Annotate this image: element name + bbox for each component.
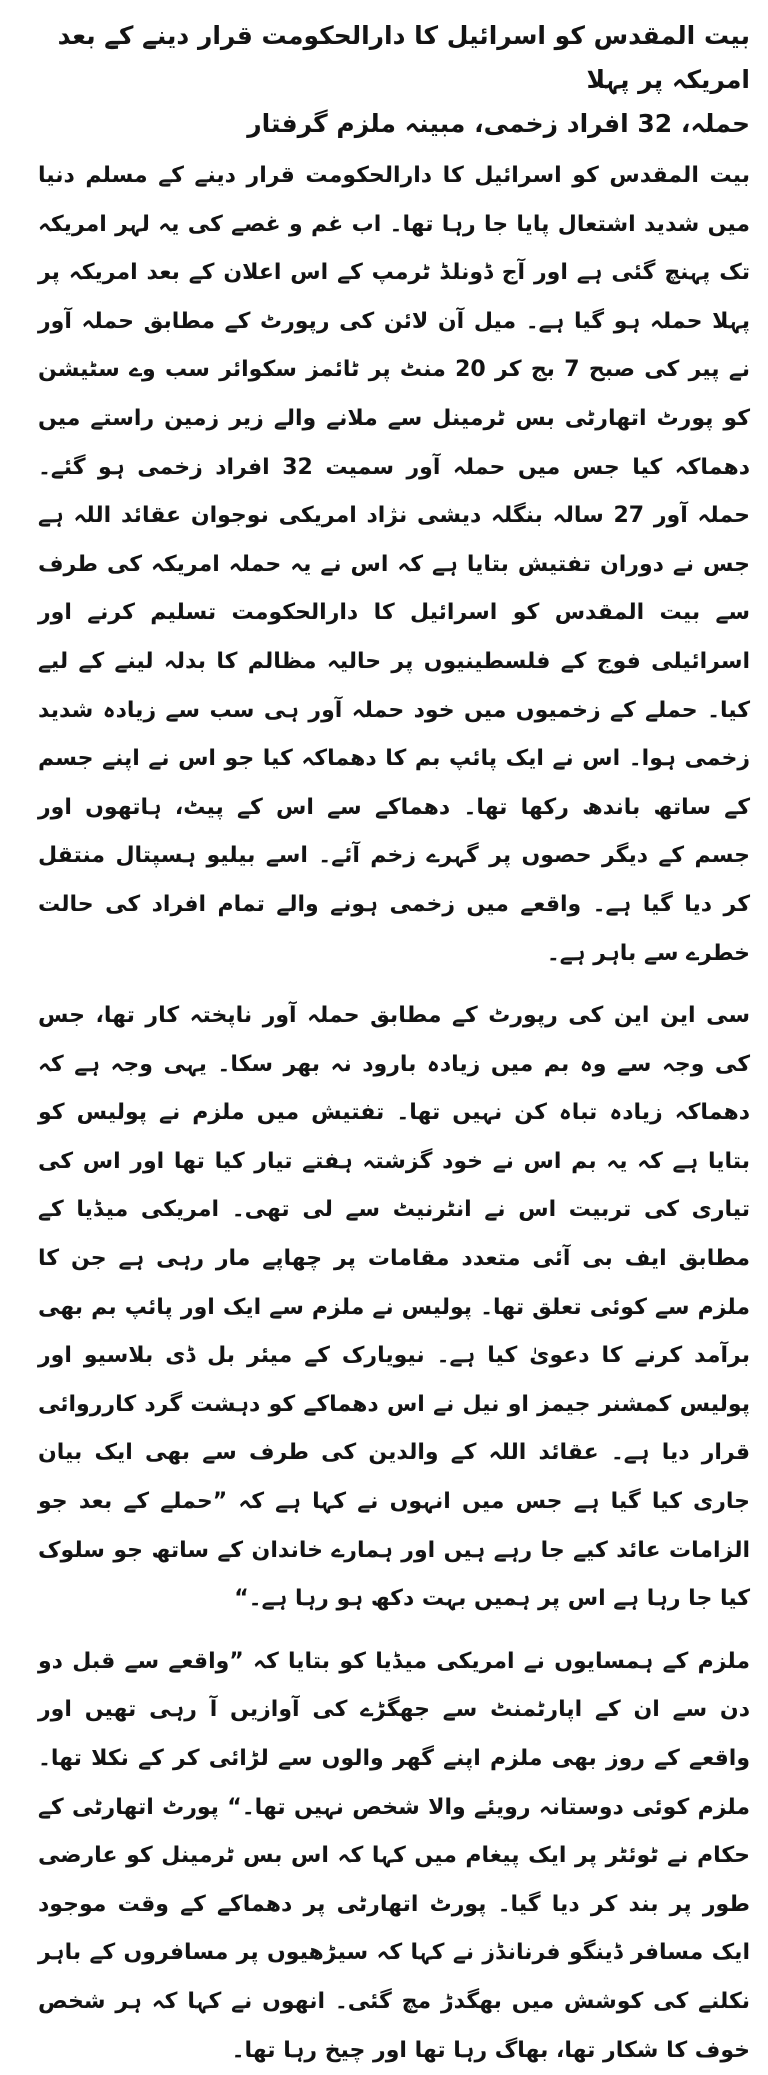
article-paragraph-1: بیت المقدس کو اسرائیل کا دارالحکومت قرار دینے کے مسلم دنیا میں شدید اشتعال پایا جا رہا تھا۔ اب غم و غصے کی یہ لہر امریکہ تک پہنچ گئی ہے اور آج ڈونلڈ ٹرمپ کے اس اعلان کے بعد امریکہ پر پہلا حملہ ہو گیا ہے۔ میل آن لائن کی رپورٹ کے مطابق حملہ آور نے پیر کی صبح 7 بج کر 20 منٹ پر ٹائمز سکوائر سب وے سٹیشن کو پورٹ اتھارٹی بس ٹرمینل سے ملانے والے زیر زمین راستے میں دھماکہ کیا جس میں حملہ آور سمیت 32 افراد زخمی ہو گئے۔ حملہ آور 27 سالہ بنگلہ دیشی نژاد امریکی نوجوان عقائد اللہ ہے جس نے دوران تفتیش بتایا ہے کہ اس نے یہ حملہ امریکہ کی طرف سے بیت المقدس کو اسرائیل کا دارالحکومت تسلیم کرنے اور اسرائیلی فوج کے فلسطینیوں پر حالیہ مظالم کا بدلہ لینے کے لیے کیا۔ حملے کے زخمیوں میں خود حملہ آور ہی سب سے زیادہ شدید زخمی ہوا۔ اس نے ایک پائپ بم کا دھماکہ کیا جو اس نے اپنے جسم کے ساتھ باندھ رکھا تھا۔ دھماکے سے اس کے پیٹ، ہاتھوں اور جسم کے دیگر حصوں پر گہرے زخم آئے۔ اسے بیلیو ہسپتال منتقل کر دیا گیا ہے۔ واقعے میں زخمی ہونے والے تمام افراد کی حالت خطرے سے باہر ہے۔ — [38, 163, 750, 966]
article-paragraph-2: سی این این کی رپورٹ کے مطابق حملہ آور ناپختہ کار تھا، جس کی وجہ سے وہ بم میں زیادہ بارود نہ بھر سکا۔ یہی وجہ ہے کہ دھماکہ زیادہ تباہ کن نہیں تھا۔ تفتیش میں ملزم نے پولیس کو بتایا ہے کہ یہ بم اس نے خود گزشتہ ہفتے تیار کیا تھا اور اس کی تیاری کی تربیت اس نے انٹرنیٹ سے لی تھی۔ امریکی میڈیا کے مطابق ایف بی آئی متعدد مقامات پر چھاپے مار رہی ہے جن کا ملزم سے کوئی تعلق تھا۔ پولیس نے ملزم سے ایک اور پائپ بم بھی برآمد کرنے کا دعویٰ کیا ہے۔ نیویارک کے میئر بل ڈی بلاسیو اور پولیس کمشنر جیمز او نیل نے اس دھماکے کو دہشت گرد کارروائی قرار دیا ہے۔ عقائد اللہ کے والدین کی طرف سے بھی ایک بیان جاری کیا گیا ہے جس میں انہوں نے کہا ہے کہ ”حملے کے بعد جو الزامات عائد کیے جا رہے ہیں اور ہمارے خاندان کے ساتھ جو سلوک کیا جا رہا ہے اس پر ہمیں بہت دکھ ہو رہا ہے۔“ — [38, 1003, 750, 1612]
article-paragraph-3: ملزم کے ہمسایوں نے امریکی میڈیا کو بتایا کہ ”واقعے سے قبل دو دن سے ان کے اپارٹمنٹ سے جھگڑے کی آوازیں آ رہی تھیں اور واقعے کے روز بھی ملزم اپنے گھر والوں سے لڑائی کر کے نکلا تھا۔ ملزم کوئی دوستانہ رویئے والا شخص نہیں تھا۔“ پورٹ اتھارٹی کے حکام نے ٹوئٹر پر ایک پیغام میں کہا کہ اس بس ٹرمینل کو عارضی طور پر بند کر دیا گیا۔ پورٹ اتھارٹی پر دھماکے کے وقت موجود ایک مسافر ڈینگو فرنانڈز نے کہا کہ سیڑھیوں پر مسافروں کے باہر نکلنے کی کوشش میں بھگدڑ مچ گئی۔ انھوں نے کہا کہ ہر شخص خوف کا شکار تھا، بھاگ رہا تھا اور چیخ رہا تھا۔ — [38, 1648, 750, 2063]
headline-line-1: بیت المقدس کو اسرائیل کا دارالحکومت قرار دینے کے بعد امریکہ پر پہلا — [57, 21, 750, 94]
article-headline — [38, 14, 750, 146]
headline-line-2: حملہ، 32 افراد زخمی، مبینہ ملزم گرفتار — [247, 109, 750, 138]
